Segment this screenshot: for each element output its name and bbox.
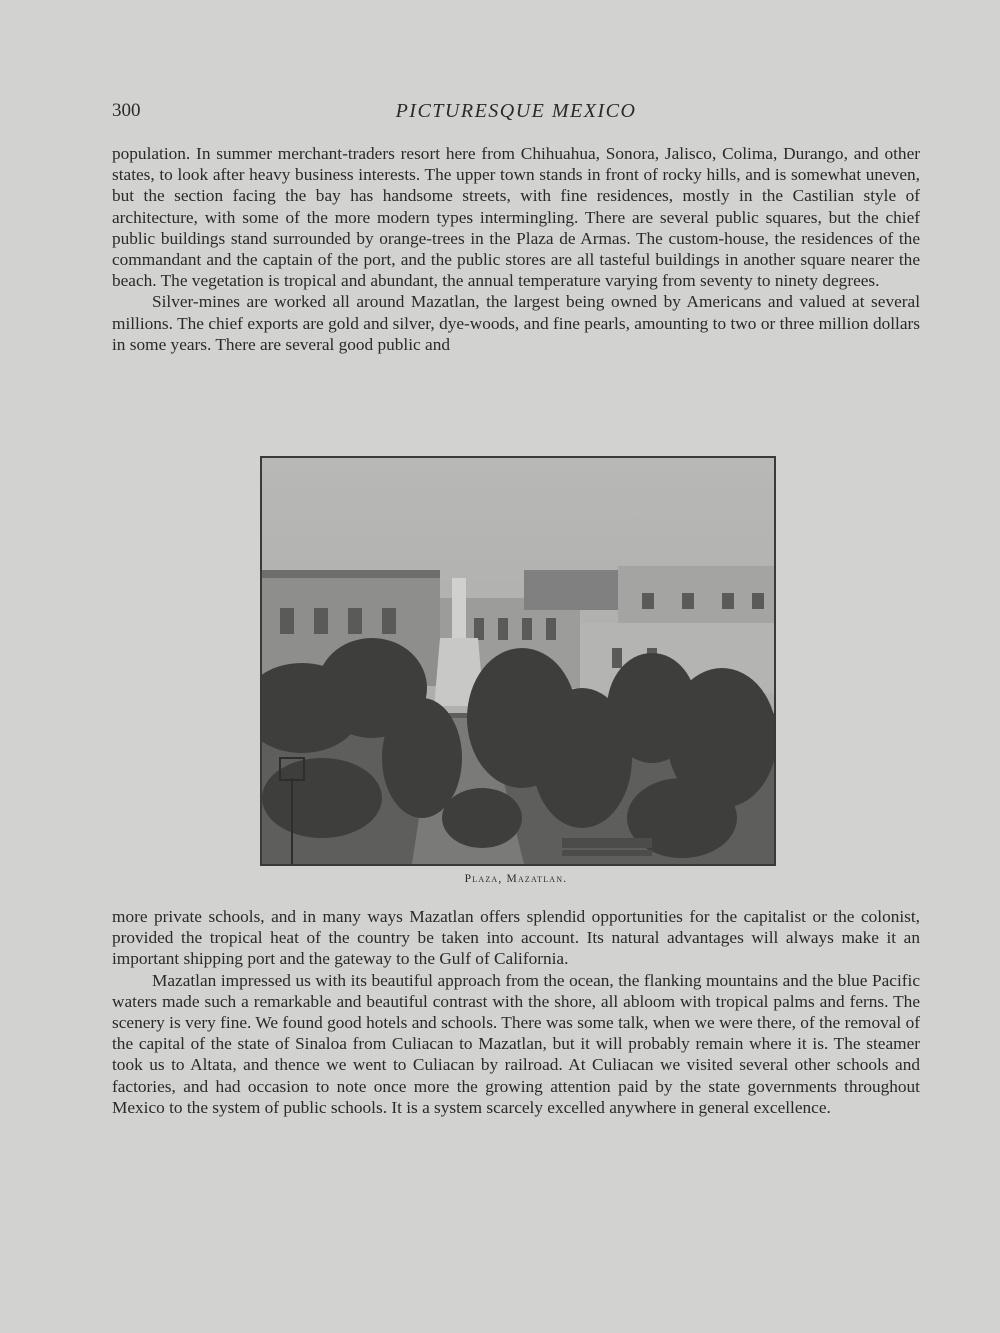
page-number: 300 (112, 100, 141, 121)
plaza-illustration (262, 458, 774, 864)
body-text-bottom (112, 906, 920, 1118)
bench (562, 838, 652, 856)
plaza-photograph (260, 456, 776, 866)
paragraph: Silver-mines are worked all around Mazatlan, the largest being owned by Americans and valued at several millions. The chief exports are gold and silver, dye-woods, and fine pearls, amounting to two or three million dollars in some years. There are several good public and (112, 292, 920, 354)
page-header (112, 100, 920, 126)
figure-caption: Plaza, Mazatlan. (464, 873, 568, 885)
paragraph: population. In summer merchant-traders resort here from Chihuahua, Sonora, Jalisco, Colima, Durango, and other states, to look after heavy business interests. The upper town stands in front of rocky hills, and is somewhat uneven, but the section facing the bay has handsome streets, with fine residences, mostly in the Castilian style of architecture, with some of the more modern types intermingling. There are several public squares, but the chief public buildings stand surrounded by orange-trees in the Plaza de Armas. The custom-house, the residences of the commandant and the captain of the port, and the public stores are all tasteful buildings in another square nearer the beach. The vegetation is tropical and abundant, the annual temperature varying from seventy to ninety degrees. (112, 144, 920, 291)
body-text-top (112, 143, 920, 355)
paragraph: Mazatlan impressed us with its beautiful approach from the ocean, the flanking mountains and the blue Pacific waters made such a remarkable and beautiful contrast with the shore, all abloom with tropical palms and ferns. The scenery is very fine. We found good hotels and schools. There was some talk, when we were there, of the removal of the capital of the state of Sinaloa from Culiacan to Mazatlan, but it will probably remain where it is. The steamer took us to Altata, and thence we went to Culiacan by railroad. At Culiacan we visited several other schools and factories, and had occasion to note once more the growing attention paid by the state governments throughout Mexico to the system of public schools. It is a system scarcely excelled anywhere in general excellence. (112, 970, 920, 1117)
running-title: PICTURESQUE MEXICO (395, 100, 637, 122)
paragraph: more private schools, and in many ways Mazatlan offers splendid opportunities for the capitalist or the colonist, provided the tropical heat of the country be taken into account. Its natural advantages will always make it an important shipping port and the gateway to the Gulf of California. (112, 907, 920, 969)
